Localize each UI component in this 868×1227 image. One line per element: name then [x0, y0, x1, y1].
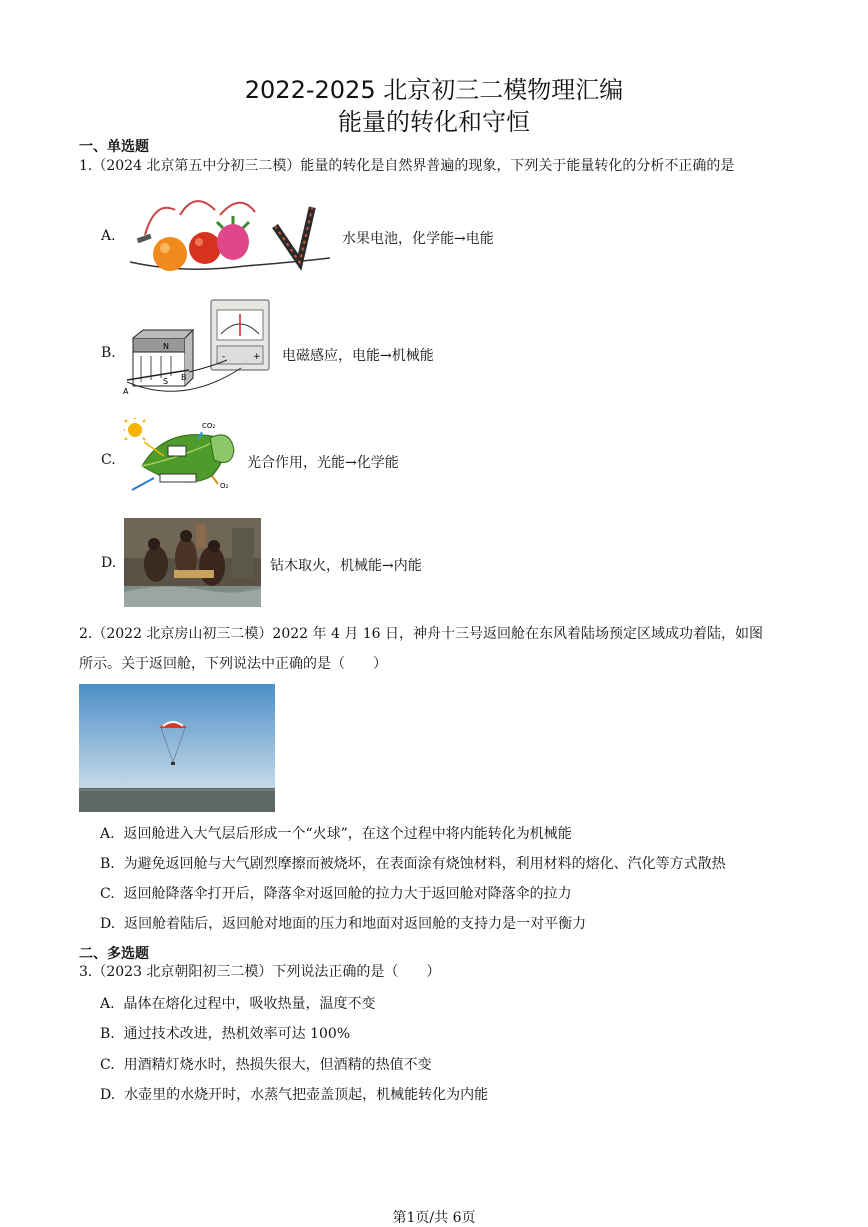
rod-b-letter: B — [181, 373, 187, 382]
q3-option-a — [100, 993, 375, 1013]
fruit-battery-image — [125, 190, 335, 274]
section-heading-multi: 二、多选题 — [79, 946, 149, 962]
question-1-stem: 1.（2024 北京第五中分初三二模）能量的转化是自然界普遍的现象，下列关于能量转化的分析不正确的是 — [79, 158, 735, 174]
doc-title-line2: 能量的转化和守恒 — [338, 108, 530, 136]
q3-option-c-text: 用酒精灯烧水时，热损失很大，但酒精的热值不变 — [123, 1057, 432, 1073]
question-2-stem-line2: 所示。关于返回舱，下列说法中正确的是（ ） — [79, 656, 387, 672]
q3-option-d — [100, 1084, 488, 1104]
q1-option-c-text: 光合作用，光能→化学能 — [247, 455, 399, 471]
electromagnetic-induction-image — [123, 296, 273, 406]
q3-option-c — [100, 1054, 432, 1074]
q3-option-b-label: B. — [100, 1026, 115, 1042]
magnet-s-letter: S — [163, 377, 169, 386]
q2-option-a-label: A. — [100, 826, 115, 842]
q2-option-c — [100, 883, 572, 903]
o2-label: O₂ — [220, 482, 229, 490]
q3-option-c-label: C. — [100, 1057, 115, 1073]
q2-option-b-text: 为避免返回舱与大气剧烈摩擦而被烧坏，在表面涂有烧蚀材料，利用材料的熔化、汽化等方式散热 — [123, 856, 726, 872]
return-capsule-parachute-image — [79, 684, 275, 812]
q3-option-b-text: 通过技术改进，热机效率可达 100% — [123, 1026, 351, 1042]
drill-wood-fire-image — [124, 518, 261, 607]
question-2-stem-line1: 2.（2022 北京房山初三二模）2022 年 4 月 16 日，神舟十三号返回舱在东风着陆场预定区域成功着陆，如图 — [79, 626, 764, 642]
q1-option-b-label: B. — [101, 345, 116, 361]
q3-option-a-text: 晶体在熔化过程中，吸收热量，温度不变 — [123, 996, 376, 1012]
q2-option-d-text: 返回舱着陆后，返回舱对地面的压力和地面对返回舱的支持力是一对平衡力 — [124, 916, 587, 932]
q2-option-c-label: C. — [100, 886, 115, 902]
rod-a-letter: A — [123, 387, 129, 396]
q1-option-b-text: 电磁感应，电能→机械能 — [282, 348, 434, 364]
question-3-stem: 3.（2023 北京朝阳初三二模）下列说法正确的是（ ） — [79, 964, 441, 980]
photosynthesis-leaf-image — [124, 418, 240, 494]
co2-label: CO₂ — [202, 422, 216, 430]
svg-text:+: + — [253, 352, 261, 362]
q2-option-a — [100, 823, 572, 843]
q2-option-b-label: B. — [100, 856, 115, 872]
q2-option-a-text: 返回舱进入大气层后形成一个“火球”，在这个过程中将内能转化为机械能 — [123, 826, 572, 842]
q3-option-d-text: 水壶里的水烧开时，水蒸气把壶盖顶起，机械能转化为内能 — [124, 1087, 489, 1103]
q3-option-b — [100, 1023, 350, 1043]
section-heading-single: 一、单选题 — [79, 139, 149, 155]
q2-option-b — [100, 853, 726, 873]
q1-option-d-text: 钻木取火，机械能→内能 — [270, 558, 422, 574]
q2-option-d — [100, 913, 586, 933]
q3-option-d-label: D. — [100, 1087, 116, 1103]
page-number: 第1页/共 6页 — [392, 1210, 476, 1226]
doc-title-line1: 2022-2025 北京初三二模物理汇编 — [244, 76, 624, 104]
q3-option-a-label: A. — [100, 996, 115, 1012]
q2-option-c-text: 返回舱降落伞打开后，降落伞对返回舱的拉力大于返回舱对降落伞的拉力 — [123, 886, 572, 902]
q1-option-c-label: C. — [101, 452, 116, 468]
q2-option-d-label: D. — [100, 916, 116, 932]
q1-option-a-text: 水果电池，化学能→电能 — [342, 231, 494, 247]
svg-text:-: - — [222, 352, 226, 362]
q1-option-a-label: A. — [101, 228, 116, 244]
magnet-n-letter: N — [163, 342, 169, 351]
q1-option-d-label: D. — [101, 555, 117, 571]
